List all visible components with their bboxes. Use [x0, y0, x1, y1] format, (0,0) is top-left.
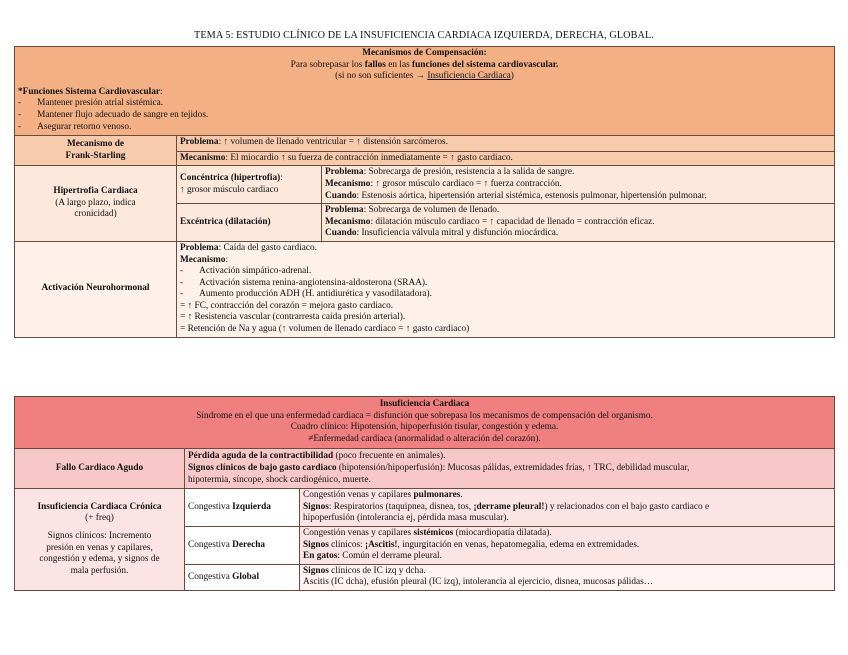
compensation-title: Mecanismos de Compensación: [362, 48, 487, 58]
agudo-label: Fallo Cardiaco Agudo [15, 449, 185, 489]
mechanism-item: - Aumento producción ADH (H. antidiurética y vasodilatadora). [180, 289, 432, 300]
concentrica-content: Problema: Sobrecarga de presión, resistencia a la salida de sangre. Mecanismo: ↑ grosor músculo cardiaco = ↑ fuerza contracción. Cuando: Estenosis aórtica, hipertensión arterial sistémica, estenosis pulmonar, hipertensión pulmonar. [322, 166, 835, 204]
insuficiencia-title: Insuficiencia Cardiaca [379, 399, 470, 409]
result-line: = ↑ FC, contracción del corazón = mejora gasto cardiaco. [180, 300, 394, 311]
insuficiencia-header-row [15, 397, 835, 449]
insuficiencia-distinction: ≠Enfermedad cardiaca (anormalidad o alteración del corazón). [308, 433, 541, 444]
cronica-label: Insuficiencia Cardiaca Crónica (+ freq) Signos clínicos: Incremento presión en venas y capilares, congestión y edema, y signos de mala perfusión. [15, 489, 185, 591]
concentrica-label: Concéntrica (hipertrofia): ↑ grosor músculo cardiaco [177, 166, 322, 204]
compensation-table [14, 46, 835, 338]
function-item: - Asegurar retorno venoso. [18, 121, 132, 132]
hipertrofia-label: Hipertrofia Cardiaca (A largo plazo, indica cronicidad) [15, 166, 177, 242]
compensation-purpose: Para sobrepasar los fallos en las funciones del sistema cardiovascular. [290, 59, 559, 70]
global-content: Signos clínicos de IC izq y dcha. Ascitis (IC dcha), efusión pleural (IC izq), intolerancia al ejercicio, disnea, mucosas pálidas… [300, 564, 835, 590]
derecha-label: Congestiva Derecha [185, 526, 300, 564]
compensation-header-row [15, 47, 835, 136]
function-item: - Mantener presión atrial sistémica. [18, 98, 164, 109]
agudo-row [15, 449, 835, 489]
neurohormonal-label: Activación Neurohormonal [15, 241, 177, 337]
page-title: TEMA 5: ESTUDIO CLÍNICO DE LA INSUFICIENCIA CARDIACA IZQUIERDA, DERECHA, GLOBAL. [194, 30, 654, 41]
insuficiencia-table [14, 396, 835, 591]
frank-starling-row [15, 136, 835, 166]
insuficiencia-header [15, 397, 835, 449]
izquierda-content: Congestión venas y capilares pulmonares. Signos: Respiratorios (taquipnea, disnea, tos, ¡derrame pleural!) y relacionados con el bajo gasto cardiaco e hipoperfusión (intolerancia ej, pérdida masa muscular). [300, 489, 835, 527]
compensation-header [15, 47, 835, 136]
frank-starling-label: Mecanismo de Frank-Starling [15, 136, 177, 166]
compensation-note: (si no son suficientes → Insuficiencia Cardiaca) [335, 71, 514, 82]
agudo-content: Pérdida aguda de la contractibilidad (poco frecuente en animales). Signos clínicos de bajo gasto cardiaco (hipotensión/hipoperfusión): Mucosas pálidas, extremidades frías, ↑ TRC, debilidad muscular, hipotermia, síncope, shock cardiogénico, muerte. [185, 449, 835, 489]
result-line: = ↑ Resistencia vascular (contrarresta caída presión arterial). [180, 312, 406, 323]
derecha-content: Congestión venas y capilares sistémicos (miocardiopatía dilatada). Signos clínicos: ¡Ascitis!, ingurgitación en venas, hepatomegalia, edema en extremidades. En gatos: Común el derrame pleural. [300, 526, 835, 564]
insuficiencia-link: Insuficiencia Cardiaca [427, 71, 511, 82]
izquierda-label: Congestiva Izquierda [185, 489, 300, 527]
insuficiencia-cuadro: Cuadro clínico: Hipotensión, hipoperfusión tisular, congestión y edema. [290, 422, 559, 433]
mechanism-item: - Activación sistema renina-angiotensina-aldosterona (SRAA). [180, 277, 428, 288]
excentrica-content: Problema: Sobrecarga de volumen de llenado. Mecanismo: dilatación músculo cardiaco = ↑ capacidad de llenado = contracción eficaz. Cuando: Insuficiencia válvula mitral y disfunción miocárdica. [322, 204, 835, 242]
excentrica-label: Excéntrica (dilatación) [177, 204, 322, 242]
neurohormonal-row [15, 241, 835, 337]
hipertrofia-concentrica-row [15, 166, 835, 204]
neurohormonal-content: Problema: Caída del gasto cardiaco. Mecanismo: - Activación simpático-adrenal. - Activación sistema renina-angiotensina-aldosterona (SRAA). - Aumento producción ADH (H. antidiurética y vasodilatadora). = ↑ FC, contracción del corazón = mejora gasto cardiaco. = ↑ Resistencia vascular (contrarresta caída presión arterial). = Retención de Na y agua (↑ volumen de llenado cardiaco = ↑ gasto cardiaco) [177, 241, 835, 337]
result-line: = Retención de Na y agua (↑ volumen de llenado cardiaco = ↑ gasto cardiaco) [180, 324, 470, 335]
frank-starling-content: Problema: ↑ volumen de llenado ventricular = ↑ distensión sarcómeros. Mecanismo: El miocardio ↑ su fuerza de contracción inmediatamente = ↑ gasto cardiaco. [177, 136, 835, 166]
global-label: Congestiva Global [185, 564, 300, 590]
function-item: - Mantener flujo adecuado de sangre en tejidos. [18, 109, 209, 120]
izquierda-row [15, 489, 835, 527]
mechanism-item: - Activación simpático-adrenal. [180, 266, 312, 277]
insuficiencia-definition: Síndrome en el que una enfermedad cardiaca = disfunción que sobrepasa los mecanismos de compensación del organismo. [196, 410, 653, 421]
functions-title: *Funciones Sistema Cardiovascular: [18, 86, 163, 97]
